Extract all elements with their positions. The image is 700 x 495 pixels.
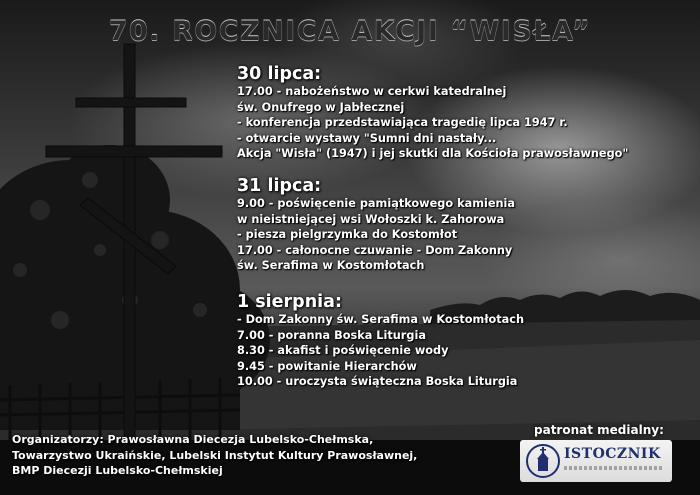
schedule-line: 8.30 - akafist i poświęcenie wody: [237, 344, 449, 357]
schedule-line: św. Serafima w Kostomłotach: [237, 259, 425, 272]
logo-subtitle-decoration: [564, 466, 664, 470]
day-section-30-july: [237, 64, 628, 162]
schedule-line: Akcja "Wisła" (1947) i jej skutki dla Kościoła prawosławnego": [237, 147, 629, 160]
schedule-line: św. Onufrego w Jabłecznej: [237, 100, 405, 114]
day-section-31-july: [237, 176, 515, 274]
page-title: 70. ROCZNICA AKCJI “WISŁA”: [108, 16, 592, 47]
day-heading: 31 lipca:: [237, 176, 322, 196]
schedule-line: 7.00 - poranna Boska Liturgia: [237, 328, 426, 342]
schedule-line: - otwarcie wystawy "Sumni dni nastały...: [237, 131, 497, 145]
schedule-line: - konferencja przedstawiająca tragedię lipca 1947 r.: [237, 116, 568, 129]
istocznik-logo: [520, 440, 672, 482]
schedule-line: 9.00 - poświęcenie pamiątkowego kamienia: [237, 197, 516, 210]
schedule-line: - Dom Zakonny św. Serafima w Kostomłotach: [237, 313, 525, 326]
schedule-line: w nieistniejącej wsi Wołoszki k. Zahorowa: [237, 212, 505, 226]
day-section-1-august: [237, 292, 524, 390]
organizers-line: Organizatorzy: Prawosławna Diecezja Lubelsko-Chełmska,: [12, 433, 374, 446]
organizers-block: [12, 432, 417, 479]
schedule-line: 17.00 - nabożeństwo w cerkwi katedralnej: [237, 85, 507, 98]
schedule-line: - piesza pielgrzymka do Kostomłot: [237, 228, 458, 241]
logo-wordmark: ISTOCZNIK: [564, 446, 661, 462]
church-emblem-icon: [526, 443, 560, 479]
schedule-line: 9.45 - powitanie Hierarchów: [237, 359, 417, 373]
schedule-line: 10.00 - uroczysta świąteczna Boska Liturgia: [237, 375, 518, 388]
day-heading: 1 sierpnia:: [237, 292, 342, 312]
organizers-line: BMP Diecezji Lubelsko-Chełmskiej: [12, 464, 223, 477]
schedule-line: 17.00 - całonocne czuwanie - Dom Zakonny: [237, 243, 513, 257]
day-heading: 30 lipca:: [237, 64, 322, 84]
organizers-line: Towarzystwo Ukraińskie, Lubelski Instytut Kultury Prawosławnej,: [12, 448, 418, 462]
media-patron-label: patronat medialny:: [534, 423, 664, 437]
